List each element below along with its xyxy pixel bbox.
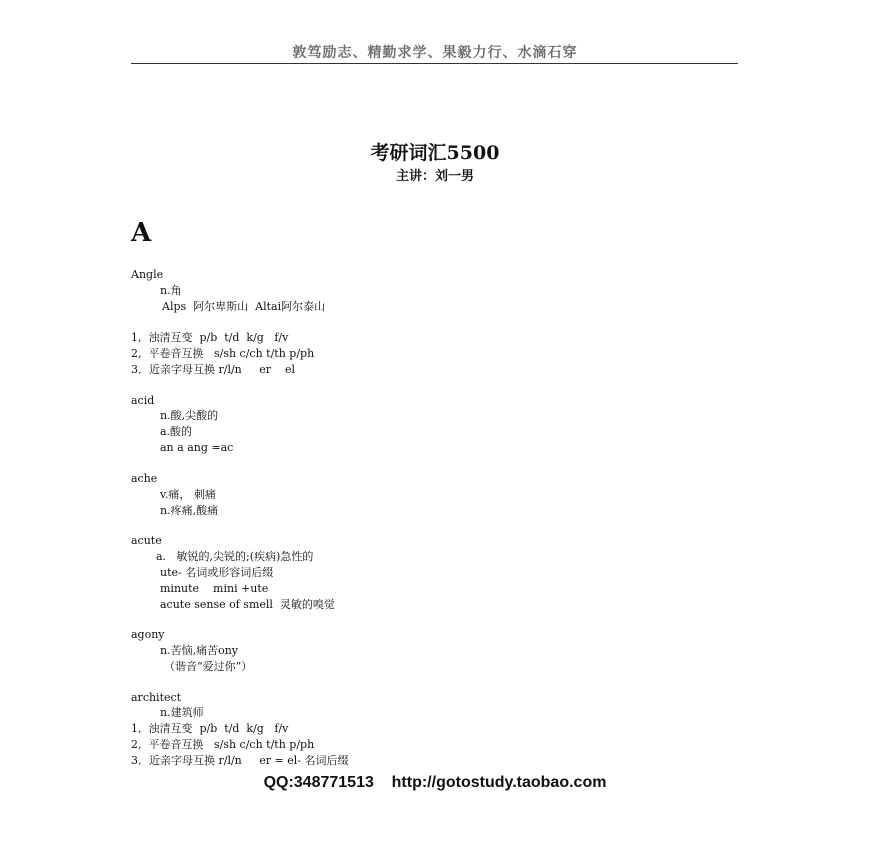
header-motto: 敦笃励志、精勤求学、果毅力行、水滴石穿 (292, 45, 578, 61)
text-line: an a ang =ac (160, 441, 234, 454)
text-line: Alps 阿尔卑斯山 Altai阿尔泰山 (162, 300, 326, 313)
text-line: ute- 名词或形容词后缀 (160, 566, 274, 579)
text-line: a. 敏锐的,尖锐的;(疾病)急性的 (156, 550, 314, 563)
footer-contact: QQ:348771513 http://gotostudy.taobao.com (263, 774, 607, 791)
text-line: Angle (131, 268, 164, 281)
section-letter: A (131, 218, 152, 248)
document-subtitle: 主讲：刘一男 (395, 169, 474, 184)
text-line: 1, 浊清互变 p/b t/d k/g f/v (131, 722, 289, 735)
text-line: a.酸的 (160, 425, 193, 438)
text-line: acid (131, 394, 155, 407)
text-line: acute sense of smell 灵敏的嗅觉 (160, 598, 335, 611)
text-line: （谐音“爱过你”） (164, 660, 253, 673)
text-line: acute (131, 534, 162, 547)
text-line: architect (131, 691, 182, 704)
text-line: 3．近亲字母互换 r/l/n er = el- 名词后缀 (131, 754, 349, 767)
text-line: 2, 平卷音互换 s/sh c/ch t/th p/ph (131, 738, 315, 751)
text-line: n.疼痛,酸痛 (160, 504, 219, 517)
text-line: n.建筑师 (160, 706, 204, 719)
text-line: 3．近亲字母互换 r/l/n er el (131, 363, 296, 376)
header-rule (131, 63, 738, 64)
text-line: 1, 浊清互变 p/b t/d k/g f/v (131, 331, 289, 344)
text-line: v.痛， 刺痛 (160, 488, 216, 501)
text-line: n.酸,尖酸的 (160, 409, 219, 422)
text-line: ache (131, 472, 158, 485)
text-line: 2, 平卷音互换 s/sh c/ch t/th p/ph (131, 347, 315, 360)
text-line: n.角 (160, 284, 182, 297)
text-line: minute mini +ute (160, 582, 269, 595)
text-line: agony (131, 628, 165, 641)
document-title: 考研词汇5500 (370, 142, 500, 164)
text-line: n.苦恼,痛苦ony (160, 644, 238, 657)
